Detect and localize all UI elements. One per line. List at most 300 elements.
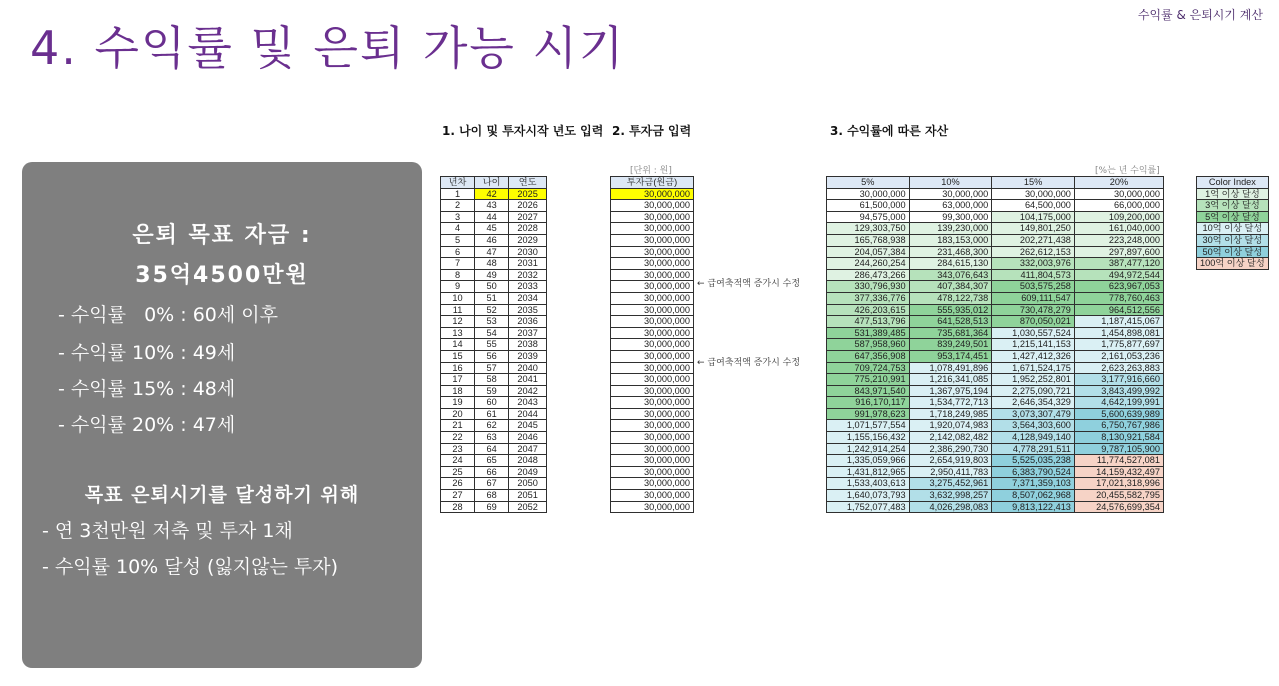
age-cell: 2040 xyxy=(509,362,547,374)
asset-cell: 377,336,776 xyxy=(827,292,910,304)
asset-cell: 30,000,000 xyxy=(827,188,910,200)
asset-cell: 494,972,544 xyxy=(1074,269,1163,281)
age-header-cell: 년차 xyxy=(441,177,475,189)
color-index-cell: 50억 이상 달성 xyxy=(1197,246,1269,258)
plan-line-1: - 연 3천만원 저축 및 투자 1채 xyxy=(42,520,293,542)
asset-cell: 5,600,639,989 xyxy=(1074,408,1163,420)
table-row xyxy=(827,501,1164,513)
age-cell: 57 xyxy=(475,362,509,374)
asset-cell: 555,935,012 xyxy=(909,304,992,316)
table-row xyxy=(441,223,547,235)
age-cell: 2045 xyxy=(509,420,547,432)
age-cell: 19 xyxy=(441,397,475,409)
table-row xyxy=(441,188,547,200)
age-cell: 2035 xyxy=(509,304,547,316)
asset-cell: 183,153,000 xyxy=(909,234,992,246)
age-cell: 59 xyxy=(475,385,509,397)
age-cell: 2029 xyxy=(509,234,547,246)
asset-cell: 9,787,105,900 xyxy=(1074,443,1163,455)
asset-cell: 343,076,643 xyxy=(909,269,992,281)
table-row xyxy=(827,408,1164,420)
age-cell: 2047 xyxy=(509,443,547,455)
asset-cell: 953,174,451 xyxy=(909,350,992,362)
asset-cell: 129,303,750 xyxy=(827,223,910,235)
asset-cell: 3,073,307,479 xyxy=(992,408,1075,420)
age-cell: 64 xyxy=(475,443,509,455)
age-cell: 1 xyxy=(441,188,475,200)
table-row xyxy=(441,362,547,374)
age-cell: 56 xyxy=(475,350,509,362)
table-row xyxy=(611,316,694,328)
table-row xyxy=(827,397,1164,409)
asset-cell: 14,159,432,497 xyxy=(1074,466,1163,478)
age-cell: 2043 xyxy=(509,397,547,409)
asset-cell: 30,000,000 xyxy=(909,188,992,200)
table-row xyxy=(441,374,547,386)
table-row xyxy=(441,281,547,293)
asset-cell: 1,030,557,524 xyxy=(992,327,1075,339)
asset-cell: 202,271,438 xyxy=(992,234,1075,246)
table-row xyxy=(611,292,694,304)
color-index-cell: 100억 이상 달성 xyxy=(1197,258,1269,270)
table-row xyxy=(827,258,1164,270)
table-row xyxy=(441,246,547,258)
salary-note-2: ← 급여축적액 증가시 수정 xyxy=(697,358,801,368)
color-index-row xyxy=(1197,246,1269,258)
invest-cell: 30,000,000 xyxy=(611,501,694,513)
color-index-row xyxy=(1197,211,1269,223)
asset-cell: 1,071,577,554 xyxy=(827,420,910,432)
asset-cell: 94,575,000 xyxy=(827,211,910,223)
table-row xyxy=(827,455,1164,467)
asset-cell: 20,455,582,795 xyxy=(1074,490,1163,502)
age-cell: 3 xyxy=(441,211,475,223)
table-row xyxy=(827,385,1164,397)
table-row xyxy=(441,501,547,513)
age-cell: 28 xyxy=(441,501,475,513)
color-index-row xyxy=(1197,188,1269,200)
table-row xyxy=(827,339,1164,351)
age-cell: 2049 xyxy=(509,466,547,478)
age-cell: 2030 xyxy=(509,246,547,258)
asset-cell: 1,752,077,483 xyxy=(827,501,910,513)
invest-cell: 30,000,000 xyxy=(611,292,694,304)
age-cell: 2042 xyxy=(509,385,547,397)
table-row xyxy=(611,211,694,223)
asset-cell: 2,275,090,721 xyxy=(992,385,1075,397)
asset-cell: 165,768,938 xyxy=(827,234,910,246)
age-header-cell: 나이 xyxy=(475,177,509,189)
asset-cell: 3,843,499,992 xyxy=(1074,385,1163,397)
asset-cell: 1,427,412,326 xyxy=(992,350,1075,362)
table-row xyxy=(611,269,694,281)
table-row xyxy=(611,327,694,339)
age-cell: 63 xyxy=(475,432,509,444)
table-row xyxy=(611,362,694,374)
table-row xyxy=(611,223,694,235)
asset-cell: 531,389,485 xyxy=(827,327,910,339)
invest-cell: 30,000,000 xyxy=(611,339,694,351)
asset-cell: 775,210,991 xyxy=(827,374,910,386)
asset-cell: 4,642,199,991 xyxy=(1074,397,1163,409)
table-row xyxy=(611,200,694,212)
age-cell: 11 xyxy=(441,304,475,316)
table-row xyxy=(441,258,547,270)
invest-cell: 30,000,000 xyxy=(611,432,694,444)
color-index-row xyxy=(1197,258,1269,270)
asset-cell: 286,473,266 xyxy=(827,269,910,281)
age-cell: 61 xyxy=(475,408,509,420)
age-cell: 2027 xyxy=(509,211,547,223)
asset-cell: 623,967,053 xyxy=(1074,281,1163,293)
asset-cell: 161,040,000 xyxy=(1074,223,1163,235)
table-row xyxy=(827,200,1164,212)
asset-cell: 477,513,796 xyxy=(827,316,910,328)
table-row xyxy=(441,339,547,351)
asset-cell: 7,371,359,103 xyxy=(992,478,1075,490)
age-cell: 2039 xyxy=(509,350,547,362)
color-index-cell: 1억 이상 달성 xyxy=(1197,188,1269,200)
age-cell: 54 xyxy=(475,327,509,339)
asset-cell: 63,000,000 xyxy=(909,200,992,212)
age-cell: 52 xyxy=(475,304,509,316)
table-row xyxy=(441,408,547,420)
asset-cell: 1,216,341,085 xyxy=(909,374,992,386)
age-cell: 53 xyxy=(475,316,509,328)
asset-cell: 244,260,254 xyxy=(827,258,910,270)
age-cell: 62 xyxy=(475,420,509,432)
invest-cell: 30,000,000 xyxy=(611,420,694,432)
asset-cell: 1,215,141,153 xyxy=(992,339,1075,351)
color-index-cell: 30억 이상 달성 xyxy=(1197,234,1269,246)
invest-cell: 30,000,000 xyxy=(611,466,694,478)
table-row xyxy=(827,443,1164,455)
invest-cell: 30,000,000 xyxy=(611,223,694,235)
asset-cell: 503,575,258 xyxy=(992,281,1075,293)
age-cell: 68 xyxy=(475,490,509,502)
asset-cell: 1,431,812,965 xyxy=(827,466,910,478)
color-index-cell: 10억 이상 달성 xyxy=(1197,223,1269,235)
asset-cell: 3,632,998,257 xyxy=(909,490,992,502)
invest-cell: 30,000,000 xyxy=(611,211,694,223)
age-cell: 22 xyxy=(441,432,475,444)
table-row xyxy=(611,490,694,502)
table-row xyxy=(827,281,1164,293)
table-row xyxy=(441,478,547,490)
age-cell: 26 xyxy=(441,478,475,490)
asset-cell: 1,671,524,175 xyxy=(992,362,1075,374)
age-cell: 2046 xyxy=(509,432,547,444)
section-age-input: 1. 나이 및 투자시작 년도 입력 xyxy=(442,124,604,138)
table-row xyxy=(827,362,1164,374)
table-row xyxy=(827,316,1164,328)
table-row xyxy=(441,350,547,362)
asset-cell: 1,454,898,081 xyxy=(1074,327,1163,339)
rate-header-cell: 10% xyxy=(909,177,992,189)
invest-cell: 30,000,000 xyxy=(611,478,694,490)
table-row xyxy=(441,292,547,304)
table-row xyxy=(827,246,1164,258)
age-cell: 55 xyxy=(475,339,509,351)
asset-cell: 8,130,921,584 xyxy=(1074,432,1163,444)
age-cell: 16 xyxy=(441,362,475,374)
asset-cell: 411,804,573 xyxy=(992,269,1075,281)
asset-cell: 4,026,298,083 xyxy=(909,501,992,513)
asset-cell: 991,978,623 xyxy=(827,408,910,420)
asset-cell: 426,203,615 xyxy=(827,304,910,316)
asset-cell: 284,615,130 xyxy=(909,258,992,270)
age-cell: 12 xyxy=(441,316,475,328)
asset-cell: 1,775,877,697 xyxy=(1074,339,1163,351)
table-row xyxy=(611,455,694,467)
asset-cell: 149,801,250 xyxy=(992,223,1075,235)
asset-cell: 3,275,452,961 xyxy=(909,478,992,490)
asset-cell: 609,111,547 xyxy=(992,292,1075,304)
table-row xyxy=(441,211,547,223)
asset-cell: 5,525,035,238 xyxy=(992,455,1075,467)
table-row xyxy=(827,211,1164,223)
table-row xyxy=(611,466,694,478)
table-row xyxy=(611,374,694,386)
age-cell: 14 xyxy=(441,339,475,351)
rate-header-cell: 5% xyxy=(827,177,910,189)
age-cell: 65 xyxy=(475,455,509,467)
age-cell: 50 xyxy=(475,281,509,293)
salary-note-1: ← 급여축적액 증가시 수정 xyxy=(697,279,801,289)
table-row xyxy=(611,397,694,409)
table-row xyxy=(441,420,547,432)
asset-cell: 3,177,916,660 xyxy=(1074,374,1163,386)
asset-cell: 8,507,062,968 xyxy=(992,490,1075,502)
table-row xyxy=(441,304,547,316)
color-index-row xyxy=(1197,200,1269,212)
asset-cell: 204,057,384 xyxy=(827,246,910,258)
age-cell: 2034 xyxy=(509,292,547,304)
asset-cell: 104,175,000 xyxy=(992,211,1075,223)
age-cell: 5 xyxy=(441,234,475,246)
asset-cell: 1,718,249,985 xyxy=(909,408,992,420)
table-row xyxy=(611,246,694,258)
page-top-label: 수익률 & 은퇴시기 계산 xyxy=(1137,8,1263,22)
invest-cell: 30,000,000 xyxy=(611,362,694,374)
section-invest-input: 2. 투자금 입력 xyxy=(612,124,692,138)
age-cell: 2025 xyxy=(509,188,547,200)
asset-cell: 478,122,738 xyxy=(909,292,992,304)
asset-cell: 297,897,600 xyxy=(1074,246,1163,258)
table-row xyxy=(611,304,694,316)
invest-cell: 30,000,000 xyxy=(611,246,694,258)
age-cell: 17 xyxy=(441,374,475,386)
asset-cell: 1,534,772,713 xyxy=(909,397,992,409)
asset-cell: 1,155,156,432 xyxy=(827,432,910,444)
age-cell: 58 xyxy=(475,374,509,386)
asset-cell: 6,383,790,524 xyxy=(992,466,1075,478)
table-row xyxy=(827,327,1164,339)
table-row xyxy=(611,432,694,444)
invest-cell: 30,000,000 xyxy=(611,269,694,281)
age-cell: 7 xyxy=(441,258,475,270)
table-row xyxy=(827,478,1164,490)
table-row xyxy=(611,385,694,397)
asset-cell: 387,477,120 xyxy=(1074,258,1163,270)
rate-line-0: - 수익률 0% : 60세 이후 xyxy=(58,304,278,326)
section-asset-by-rate: 3. 수익률에 따른 자산 xyxy=(830,124,949,138)
age-cell: 2026 xyxy=(509,200,547,212)
asset-cell: 647,356,908 xyxy=(827,350,910,362)
table-row xyxy=(611,420,694,432)
invest-cell: 30,000,000 xyxy=(611,350,694,362)
asset-cell: 6,750,767,986 xyxy=(1074,420,1163,432)
age-cell: 2037 xyxy=(509,327,547,339)
investment-table xyxy=(610,176,694,513)
plan-subtitle: 목표 은퇴시기를 달성하기 위해 xyxy=(84,484,360,506)
age-cell: 69 xyxy=(475,501,509,513)
age-cell: 67 xyxy=(475,478,509,490)
asset-cell: 778,760,463 xyxy=(1074,292,1163,304)
age-cell: 2041 xyxy=(509,374,547,386)
invest-cell: 30,000,000 xyxy=(611,304,694,316)
age-cell: 9 xyxy=(441,281,475,293)
table-row xyxy=(441,397,547,409)
table-row xyxy=(611,281,694,293)
invest-cell: 30,000,000 xyxy=(611,443,694,455)
invest-header: 투자금(원금) xyxy=(611,177,694,189)
age-cell: 2033 xyxy=(509,281,547,293)
age-cell: 2 xyxy=(441,200,475,212)
table-row xyxy=(827,292,1164,304)
table-row xyxy=(827,350,1164,362)
asset-cell: 11,774,527,081 xyxy=(1074,455,1163,467)
asset-cell: 1,078,491,896 xyxy=(909,362,992,374)
rate-line-10: - 수익률 10% : 49세 xyxy=(58,342,236,364)
table-row xyxy=(441,327,547,339)
age-cell: 24 xyxy=(441,455,475,467)
age-cell: 45 xyxy=(475,223,509,235)
asset-cell: 839,249,501 xyxy=(909,339,992,351)
asset-cell: 30,000,000 xyxy=(1074,188,1163,200)
invest-cell: 30,000,000 xyxy=(611,188,694,200)
asset-table xyxy=(826,176,1164,513)
age-cell: 42 xyxy=(475,188,509,200)
age-cell: 49 xyxy=(475,269,509,281)
asset-cell: 870,050,021 xyxy=(992,316,1075,328)
table-row xyxy=(611,443,694,455)
table-row xyxy=(441,443,547,455)
table-row xyxy=(827,374,1164,386)
age-cell: 2051 xyxy=(509,490,547,502)
table-row xyxy=(611,188,694,200)
invest-cell: 30,000,000 xyxy=(611,200,694,212)
color-index-table xyxy=(1196,176,1269,270)
age-year-table xyxy=(440,176,547,513)
asset-cell: 735,681,364 xyxy=(909,327,992,339)
rate-line-15: - 수익률 15% : 48세 xyxy=(58,378,236,400)
age-cell: 2052 xyxy=(509,501,547,513)
invest-cell: 30,000,000 xyxy=(611,281,694,293)
table-row xyxy=(827,188,1164,200)
invest-cell: 30,000,000 xyxy=(611,397,694,409)
rate-header-cell: 15% xyxy=(992,177,1075,189)
asset-cell: 2,161,053,236 xyxy=(1074,350,1163,362)
table-row xyxy=(827,432,1164,444)
rate-header-cell: 20% xyxy=(1074,177,1163,189)
asset-cell: 99,300,000 xyxy=(909,211,992,223)
asset-cell: 2,950,411,783 xyxy=(909,466,992,478)
asset-cell: 30,000,000 xyxy=(992,188,1075,200)
plan-line-2: - 수익률 10% 달성 (잃지않는 투자) xyxy=(42,556,339,578)
asset-cell: 1,533,403,613 xyxy=(827,478,910,490)
invest-cell: 30,000,000 xyxy=(611,455,694,467)
goal-title: 은퇴 목표 자금 : xyxy=(132,223,312,248)
table-row xyxy=(441,316,547,328)
invest-cell: 30,000,000 xyxy=(611,385,694,397)
age-cell: 2036 xyxy=(509,316,547,328)
asset-cell: 24,576,699,354 xyxy=(1074,501,1163,513)
age-cell: 6 xyxy=(441,246,475,258)
invest-cell: 30,000,000 xyxy=(611,408,694,420)
table-row xyxy=(827,269,1164,281)
age-cell: 47 xyxy=(475,246,509,258)
asset-cell: 4,778,291,511 xyxy=(992,443,1075,455)
page-title: 4. 수익률 및 은퇴 가능 시기 xyxy=(30,21,626,75)
table-row xyxy=(827,223,1164,235)
asset-cell: 262,612,153 xyxy=(992,246,1075,258)
asset-cell: 843,971,540 xyxy=(827,385,910,397)
asset-cell: 1,187,415,067 xyxy=(1074,316,1163,328)
asset-cell: 2,142,082,482 xyxy=(909,432,992,444)
invest-unit-label: [단위 : 원] xyxy=(630,166,672,176)
asset-cell: 1,640,073,793 xyxy=(827,490,910,502)
asset-cell: 2,654,919,803 xyxy=(909,455,992,467)
age-header-cell: 연도 xyxy=(509,177,547,189)
asset-cell: 709,724,753 xyxy=(827,362,910,374)
asset-cell: 3,564,303,600 xyxy=(992,420,1075,432)
asset-cell: 2,646,354,329 xyxy=(992,397,1075,409)
age-cell: 21 xyxy=(441,420,475,432)
asset-cell: 1,920,074,983 xyxy=(909,420,992,432)
asset-cell: 66,000,000 xyxy=(1074,200,1163,212)
table-row xyxy=(827,234,1164,246)
goal-amount: 35억4500만원 xyxy=(135,263,309,288)
asset-cell: 587,958,960 xyxy=(827,339,910,351)
table-row xyxy=(441,490,547,502)
summary-panel xyxy=(22,162,422,668)
table-row xyxy=(441,200,547,212)
asset-cell: 2,386,290,730 xyxy=(909,443,992,455)
table-row xyxy=(441,466,547,478)
table-row xyxy=(441,432,547,444)
asset-cell: 2,623,263,883 xyxy=(1074,362,1163,374)
color-index-row xyxy=(1197,223,1269,235)
asset-cell: 223,248,000 xyxy=(1074,234,1163,246)
color-index-cell: 3억 이상 달성 xyxy=(1197,200,1269,212)
age-cell: 15 xyxy=(441,350,475,362)
asset-cell: 916,170,117 xyxy=(827,397,910,409)
table-row xyxy=(827,490,1164,502)
table-row xyxy=(827,420,1164,432)
rate-unit-label: [%는 년 수익률] xyxy=(1095,166,1160,176)
table-row xyxy=(827,304,1164,316)
age-cell: 18 xyxy=(441,385,475,397)
asset-cell: 641,528,513 xyxy=(909,316,992,328)
age-cell: 2032 xyxy=(509,269,547,281)
age-cell: 2031 xyxy=(509,258,547,270)
table-row xyxy=(611,350,694,362)
age-cell: 4 xyxy=(441,223,475,235)
table-row xyxy=(611,258,694,270)
asset-cell: 64,500,000 xyxy=(992,200,1075,212)
asset-cell: 1,952,252,801 xyxy=(992,374,1075,386)
